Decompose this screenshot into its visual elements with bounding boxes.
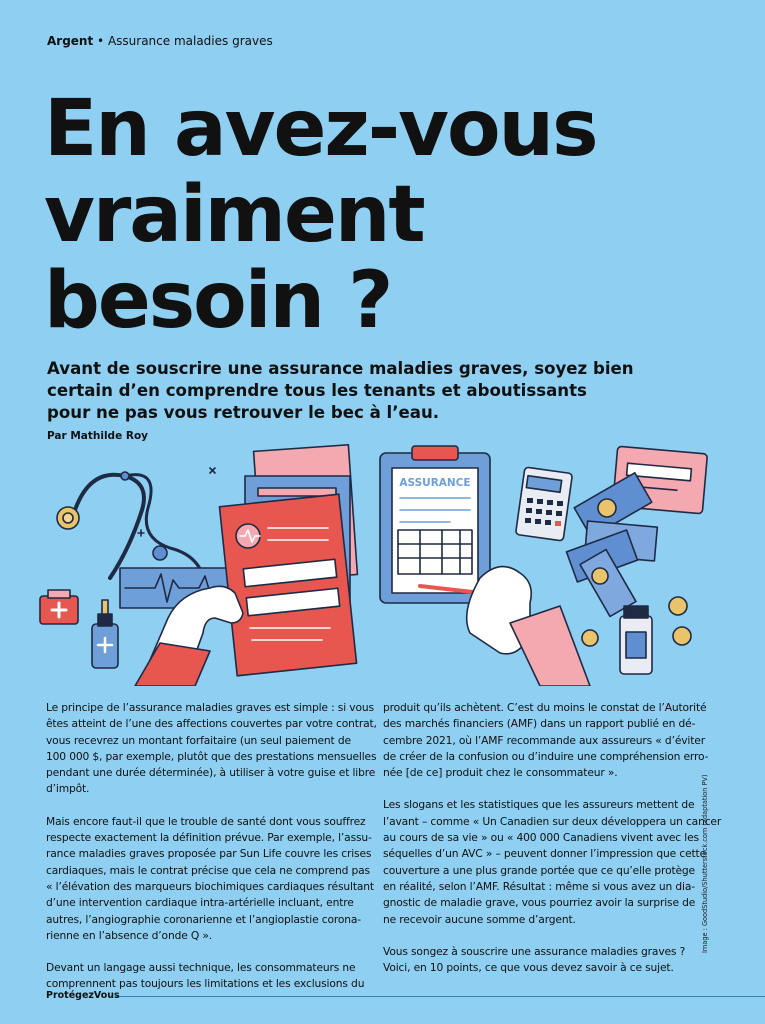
text-line: Vous songez à souscrire une assurance maladies graves ?: [383, 944, 686, 958]
text-line: cardiaques, mais le contrat précise que cela ne comprend pas: [46, 863, 370, 877]
text-line: Voici, en 10 points, ce que vous devez savoir à ce sujet.: [383, 961, 674, 975]
paragraph: [46, 700, 377, 798]
headline-line: En avez-vous: [44, 84, 597, 174]
footer-logo: ProtégezVous: [46, 990, 120, 1001]
text-line: 100 000 $, par exemple, plutôt que des prestations mensuelles: [46, 749, 377, 763]
paragraph: [383, 700, 709, 781]
text-line: vous recevrez un montant forfaitaire (un seul paiement de: [46, 733, 351, 747]
deck: [47, 358, 634, 424]
text-line: couverture a une plus grande portée que ce qu’elle protège: [383, 863, 695, 877]
stethoscope-icon: [75, 475, 144, 578]
text-line: des marchés financiers (AMF) dans un rapport publié en dé-: [383, 717, 696, 731]
paragraph: [383, 944, 699, 977]
headline-line: vraiment: [44, 170, 424, 260]
rubric-section: Argent: [47, 34, 94, 48]
text-line: « l’élévation des marqueurs biochimiques cardiaques résultant: [46, 879, 374, 893]
text-line: Devant un langage aussi technique, les consommateurs ne: [46, 961, 356, 975]
text-line: Les slogans et les statistiques que les assureurs mettent de: [383, 798, 695, 812]
text-line: rienne en l’absence d’onde Q ».: [46, 928, 213, 942]
text-line: ne recevoir aucune somme d’argent.: [383, 912, 576, 926]
text-line: autres, l’angiographie coronarienne et l’angioplastie corona-: [46, 912, 362, 926]
rubric-topic: Assurance maladies graves: [107, 34, 273, 48]
banknotes: [566, 473, 657, 617]
headline-line: besoin ?: [44, 256, 392, 346]
text-line: en réalité, selon l’AMF. Résultat : même si vous avez un dia-: [383, 879, 695, 893]
footer-rule: [115, 996, 765, 997]
paragraph: [46, 960, 365, 993]
text-line: d’une intervention cardiaque intra-artérielle incluant, entre: [46, 896, 354, 910]
text-line: cembre 2021, où l’AMF recommande aux assureurs « d’éviter: [383, 733, 705, 747]
clipboard-title: ASSURANCE: [399, 477, 471, 489]
text-line: produit qu’ils achètent. C’est du moins le constat de l’Autorité: [383, 701, 707, 714]
headline: [44, 86, 644, 344]
body-column-left: [46, 700, 377, 1009]
deck-line: certain d’en comprendre tous les tenants et aboutissants: [47, 381, 587, 400]
text-line: pendant une durée déterminée), à utiliser à votre guise et libre: [46, 766, 376, 780]
text-line: l’avant – comme « Un Canadien sur deux développera un cancer: [383, 814, 722, 828]
medical-form: [219, 494, 356, 676]
text-line: née [de ce] produit chez le consommateur ».: [383, 766, 618, 780]
text-line: Mais encore faut-il que le trouble de santé dont vous souffrez: [46, 814, 366, 828]
text-line: rance maladies graves proposée par Sun Life couvre les crises: [46, 847, 372, 861]
paragraph: [46, 814, 374, 944]
text-line: de créer de la confusion ou d’induire une compréhension erro-: [383, 749, 709, 763]
text-line: d’impôt.: [46, 782, 90, 796]
byline: Par Mathilde Roy: [47, 430, 148, 442]
image-credit: Image : GoodStudio/Shutterstock.com (adaptation PV): [700, 774, 709, 953]
text-line: séquelles d’un AVC » – peuvent donner l’impression que cette: [383, 847, 707, 861]
text-line: gnostic de maladie grave, vous pourriez avoir la surprise de: [383, 896, 696, 910]
text-line: respecte exactement la définition prévue. Par exemple, l’assu-: [46, 831, 372, 845]
rubric-separator: •: [93, 34, 108, 48]
deck-line: pour ne pas vous retrouver le bec à l’eau.: [47, 403, 440, 422]
text-line: Le principe de l’assurance maladies graves est simple : si vous: [46, 701, 374, 714]
text-line: comprennent pas toujours les limitations et les exclusions du: [46, 977, 365, 991]
deck-line: Avant de souscrire une assurance maladies graves, soyez bien: [47, 359, 634, 378]
text-line: au cours de sa vie » ou « 400 000 Canadiens vivent avec les: [383, 831, 699, 845]
insurance-illustration: [30, 428, 730, 686]
section-rubric: [47, 34, 273, 48]
text-line: êtes atteint de l’une des affections couvertes par votre contrat,: [46, 717, 377, 731]
